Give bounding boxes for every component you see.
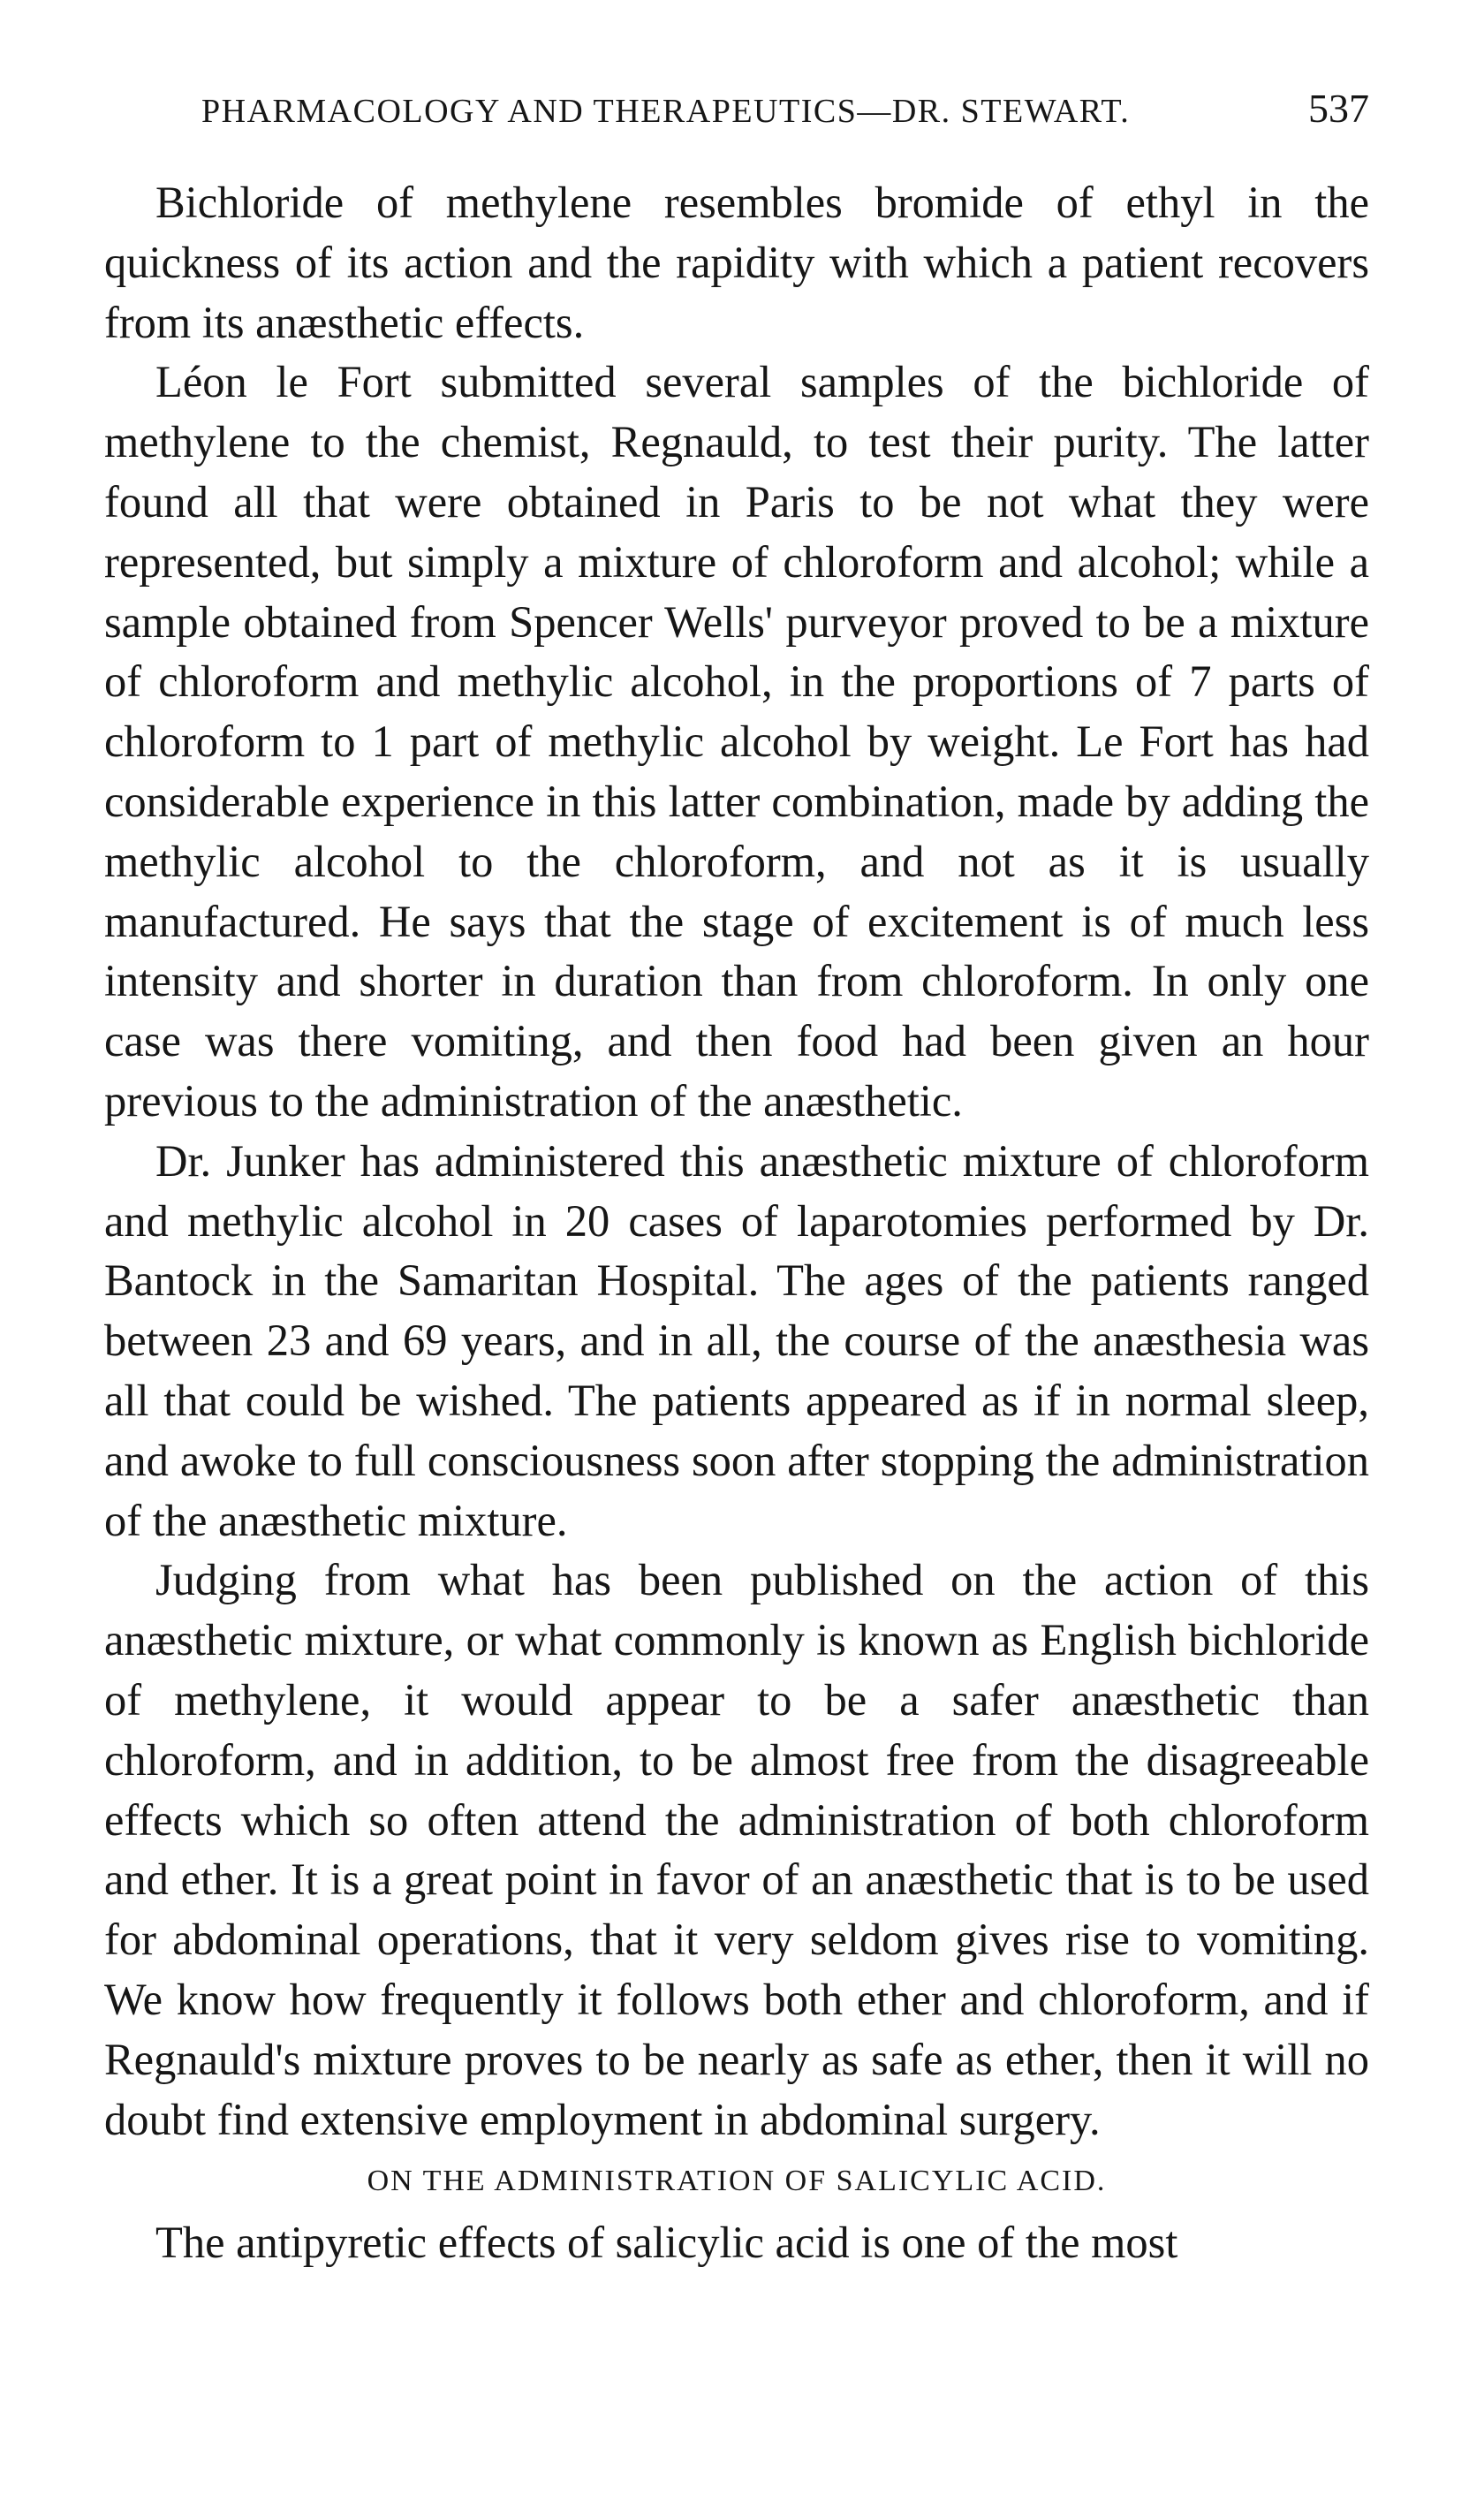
running-head bbox=[201, 85, 1369, 141]
paragraph-junker-cases: Dr. Junker has administered this anæsthetic mixture of chloroform and methylic alcohol in 20 cases of laparotomies performed by Dr. Bantock in the Samaritan Hospital. The ages of the patients ranged between 23 and 69 years, and in all, the course of the anæsthesia was all that could be wished. The patients appeared as if in normal sleep, and awoke to full consciousness soon after stopping the administration of the anæsthetic mixture. bbox=[104, 1135, 1369, 1545]
body-text bbox=[104, 173, 1369, 2273]
paragraph-salicylic-first-line: The antipyretic effects of salicylic acid is one of the most bbox=[155, 2218, 1178, 2268]
section-heading: ON THE ADMINISTRATION OF SALICYLIC ACID. bbox=[367, 2165, 1107, 2198]
running-head-title: PHARMACOLOGY AND THERAPEUTICS—DR. STEWART. bbox=[201, 93, 1131, 130]
paragraph-le-fort-samples: Léon le Fort submitted several samples of the bichloride of methylene to the chemist, Regnauld, to test their purity. The latter found all that were obtained in Paris to be not what they were represented, but simply a mixture of chloroform and alcohol; while a sample obtained from Spencer Wells' purveyor proved to be a mixture of chloroform and methylic alcohol, in the proportions of 7 parts of chloroform to 1 part of methylic alcohol by weight. Le Fort has had considerable experience in this latter combination, made by adding the methylic alcohol to the chloroform, and not as it is usually manufactured. He says that the stage of excitement is of much less intensity and shorter in duration than from chloroform. In only one case was there vomiting, and then food had been given an hour previous to the administration of the anæsthetic. bbox=[104, 357, 1369, 1126]
paragraph-conclusion: Judging from what has been published on the action of this anæsthetic mixture, or what commonly is known as English bichloride of methylene, it would appear to be a safer anæsthetic than chloroform, and in addition, to be almost free from the disagreeable effects which so often attend the administration of both chloroform and ether. It is a great point in favor of an anæsthetic that is to be used for abdominal operations, that it very seldom gives rise to vomiting. We know how frequently it follows both ether and chloroform, and if Regnauld's mixture proves to be nearly as safe as ether, then it will no doubt find extensive employment in abdominal surgery. bbox=[104, 1555, 1369, 2144]
page-number: 537 bbox=[1308, 86, 1369, 131]
paragraph-bichloride-comparison: Bichloride of methylene resembles bromide of ethyl in the quickness of its action and the rapidity with which a patient recovers from its anæsthetic effects. bbox=[104, 178, 1369, 347]
